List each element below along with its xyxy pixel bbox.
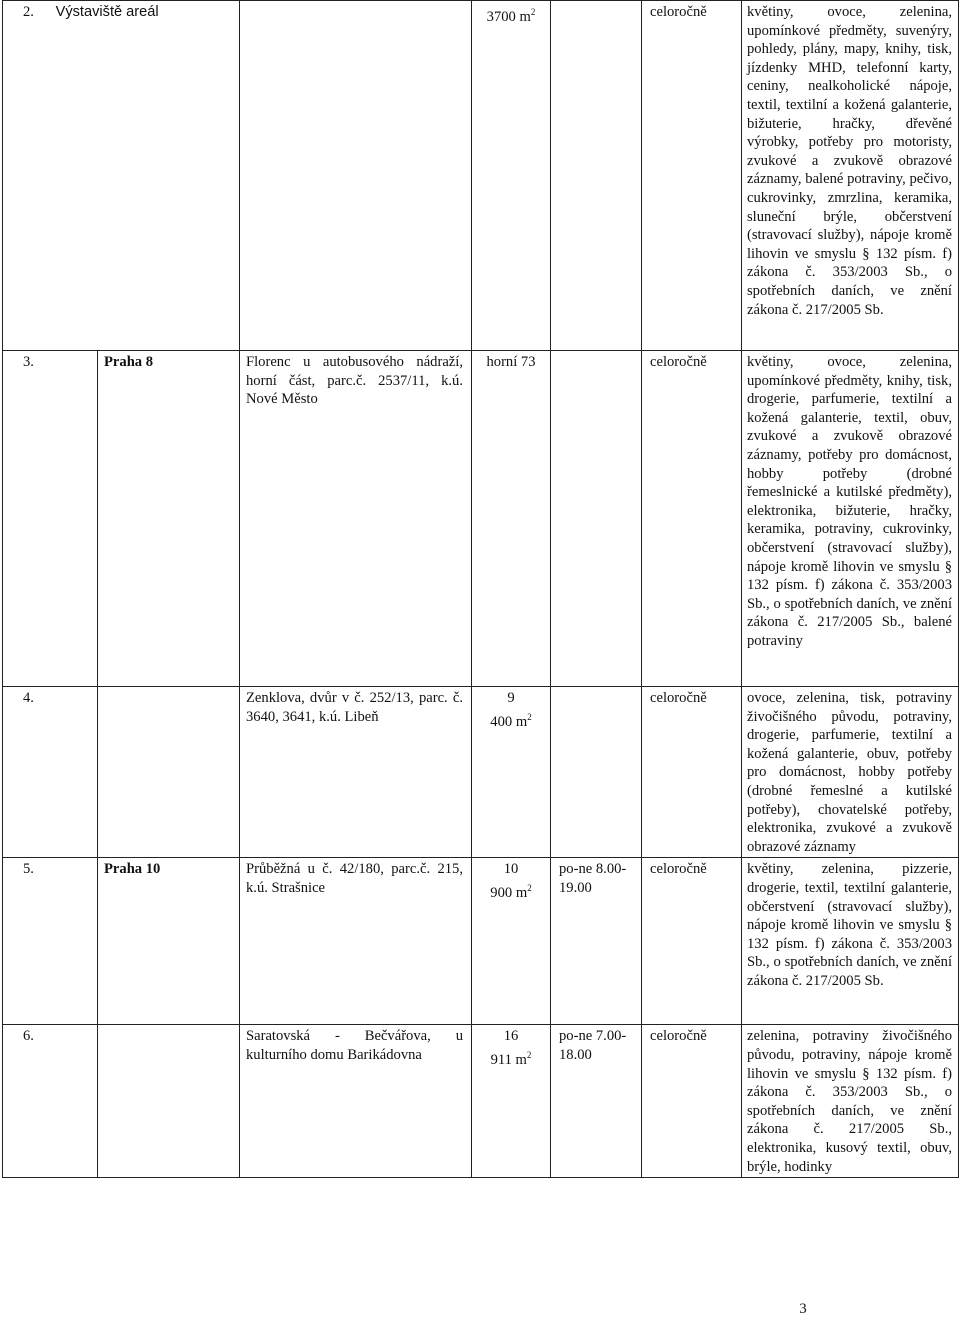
hours-cell: [551, 687, 642, 858]
season-cell: celoročně: [642, 858, 742, 1025]
area-value: 9: [507, 690, 515, 706]
address-cell: Průběžná u č. 42/180, parc.č. 215, k.ú. Strašnice: [240, 858, 472, 1025]
area-value-line2: [474, 708, 548, 731]
address-cell: Florenc u autobusového nádraží, horní část, parc.č. 2537/11, k.ú. Nové Město: [240, 351, 472, 687]
district-cell: [98, 1025, 240, 1178]
area-cell: [472, 687, 551, 858]
district-cell: Praha 10: [98, 858, 240, 1025]
table-row: [3, 351, 959, 687]
area-value2: 900 m: [490, 884, 528, 901]
address-cell: Saratovská - Bečvářova, u kulturního domu Barikádovna: [240, 1025, 472, 1178]
table-row: [3, 1, 959, 351]
area-sup: 2: [527, 882, 532, 893]
area-value: 16: [503, 1028, 519, 1045]
district-cell: [98, 687, 240, 858]
hours-cell: po-ne 7.00-18.00: [551, 1025, 642, 1178]
area-cell: [472, 1, 551, 351]
goods-cell: květiny, ovoce, zelenina, upomínkové předměty, knihy, tisk, drogerie, parfumerie, textilní a kožená galanterie, textil, obuv, zvukové a zvukově obrazové záznamy, potřeby pro domácnost, hobby potřeby (drobné řemeslnické a kutilské předměty), elektronika, bižuterie, hračky, keramika, potraviny, cukrovinky, občerstvení (stravovací služby), nápoje kromě lihovin ve smyslu § 132 písm. f) zákona č. 353/2003 Sb., o spotřebních daních, ve znění zákona č. 217/2005 Sb., balené potraviny: [742, 351, 959, 687]
area-cell: horní 73: [472, 351, 551, 687]
area-sup: 2: [530, 7, 536, 17]
goods-cell: květiny, zelenina, pizzerie, drogerie, textil, textilní galanterie, občerstvení (stravovací služby), nápoje kromě lihovin ve smyslu § 132 písm. f) zákona č. 353/2003 Sb., o spotřebních daních, ve znění zákona č. 217/2005 Sb.: [742, 858, 959, 1025]
table-row: [3, 1025, 959, 1178]
area-value-line2: [474, 1046, 548, 1069]
hours-cell: po-ne 8.00-19.00: [551, 858, 642, 1025]
area-cell: [472, 858, 551, 1025]
row-number: 4.: [3, 687, 98, 858]
area-cell: [472, 1025, 551, 1178]
area-value: 3700 m: [486, 8, 531, 25]
row-number: 6.: [3, 1025, 98, 1178]
market-table: [2, 0, 959, 1178]
season-cell: celoročně: [642, 1, 742, 351]
address-cell: Zenklova, dvůr v č. 252/13, parc. č. 3640, 3641, k.ú. Libeň: [240, 687, 472, 858]
area-value: 10: [503, 861, 519, 878]
season-cell: celoročně: [642, 687, 742, 858]
row-number: [3, 1, 240, 351]
hours-cell: [551, 351, 642, 687]
area-sup: 2: [527, 711, 532, 722]
goods-cell: květiny, ovoce, zelenina, upomínkové předměty, suvenýry, pohledy, plány, mapy, knihy, tisk, jízdenky MHD, telefonní karty, ceniny, nealkoholické nápoje, textil, textilní a kožená galanterie, bižuterie, hračky, dřevěné výrobky, potřeby pro motoristy, zvukové a zvukově obrazové záznamy, balené potraviny, pečivo, cukrovinky, zmrzlina, keramika, sluneční brýle, občerstvení (stravovací služby), nápoje kromě lihovin ve smyslu § 132 písm. f) zákona č. 353/2003 Sb., o spotřebních daních, ve znění zákona č. 217/2005 Sb.: [742, 1, 959, 351]
address-cell: [240, 1, 472, 351]
season-cell: celoročně: [642, 351, 742, 687]
district-cell: Praha 8: [98, 351, 240, 687]
area-sup: 2: [526, 1049, 532, 1060]
area-value2: 911 m: [490, 1051, 527, 1068]
row-number-text: 2.: [23, 4, 34, 20]
goods-cell: ovoce, zelenina, tisk, potraviny živočišného původu, potraviny, drogerie, parfumerie, textilní a kožená galanterie, obuv, potřeby pro domácnost, hobby potřeby (drobné řemeslné a kutilské potřeby), chovatelské potřeby, elektronika, zvukové a zvukově obrazové záznamy: [742, 687, 959, 858]
table-row: [3, 858, 959, 1025]
table-row: [3, 687, 959, 858]
area-value-line2: [474, 879, 548, 902]
goods-cell: zelenina, potraviny živočišného původu, potraviny, nápoje kromě lihovin ve smyslu § 132 písm. f) zákona č. 353/2003 Sb., o spotřebních daních, ve znění zákona č. 217/2005 Sb., elektronika, kusový textil, obuv, brýle, hodinky: [742, 1025, 959, 1178]
page-number: 3: [799, 1301, 807, 1317]
season-cell: celoročně: [642, 1025, 742, 1178]
hours-cell: [551, 1, 642, 351]
address-text: Výstaviště areál: [55, 4, 159, 20]
row-number: 5.: [3, 858, 98, 1025]
row-number: 3.: [3, 351, 98, 687]
area-value2: 400 m: [490, 713, 528, 730]
